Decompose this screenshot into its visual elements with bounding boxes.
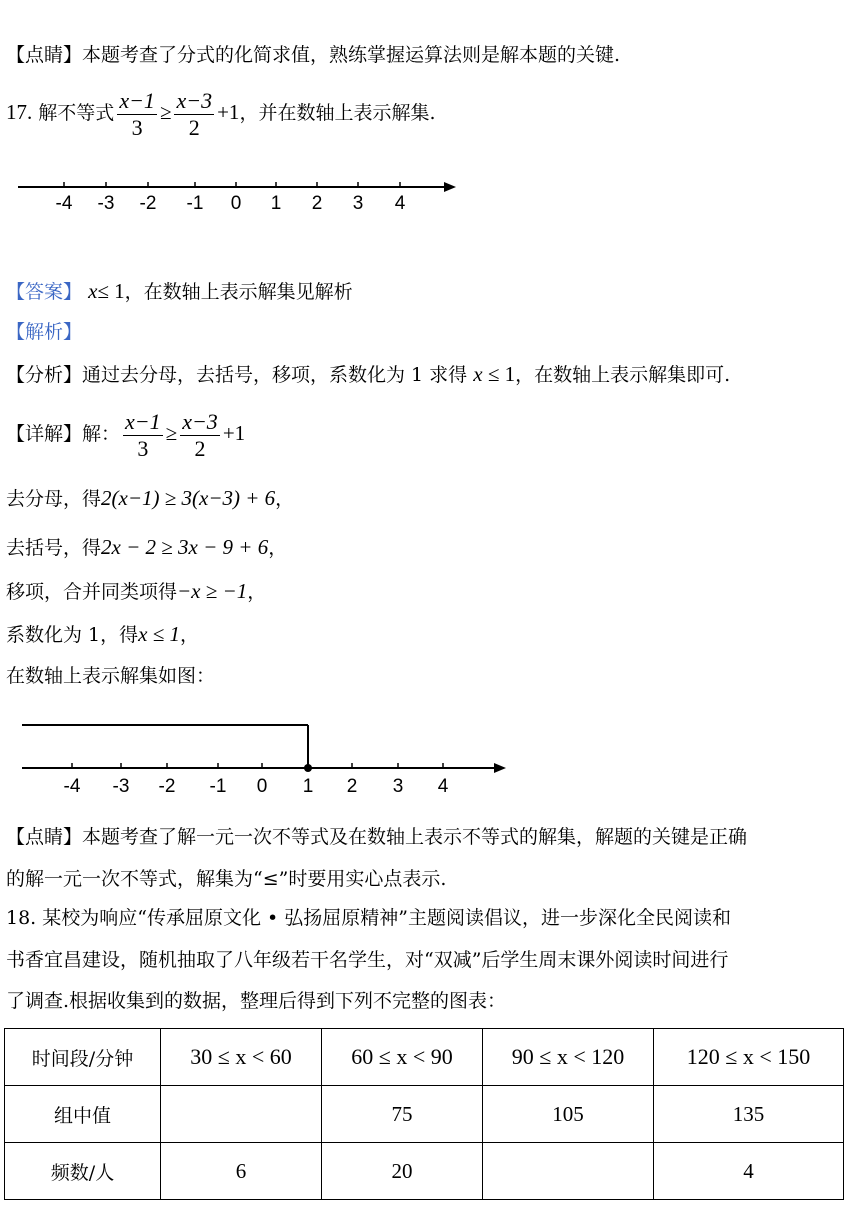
table-header-cell: 120 ≤ x < 150 xyxy=(654,1029,844,1086)
fenxi-line xyxy=(6,361,730,388)
remark-2-line-2: 的解一元一次不等式，解集为“≤”时要用实心点表示. xyxy=(6,868,447,890)
relation: ≥ xyxy=(159,100,172,124)
plus-one: +1 xyxy=(222,421,246,445)
tick-label: 0 xyxy=(230,193,242,214)
tick-label: 2 xyxy=(346,776,358,797)
table-cell: 6 xyxy=(161,1143,322,1200)
step-3: 移项，合并同类项得−x ≥ −1， xyxy=(6,579,267,603)
axis-arrow xyxy=(444,182,456,192)
table-cell: 20 xyxy=(322,1143,483,1200)
question-17 xyxy=(6,82,435,143)
table-header-cell: 时间段/分钟 xyxy=(5,1029,161,1086)
fraction-b: $\frac{x-3}{2}$ xyxy=(182,408,218,461)
tick-label: 1 xyxy=(270,193,282,214)
table-cell: 75 xyxy=(322,1086,483,1143)
fenxi-tag: 【分析】 xyxy=(6,364,83,386)
tick-label: 2 xyxy=(311,193,323,214)
number-line-1 xyxy=(0,165,470,225)
frequency-table xyxy=(4,1028,844,1200)
step-1: 去分母，得2(x−1) ≥ 3(x−3) + 6， xyxy=(6,486,295,510)
answer-var: x xyxy=(88,279,98,303)
fraction-b: $\frac{x-3}{2}$ xyxy=(176,87,213,140)
fraction-a: $\frac{x-1}{3}$ xyxy=(119,87,155,140)
table-cell: 频数/人 xyxy=(5,1143,161,1200)
tick-label: 4 xyxy=(394,193,406,214)
tick-label: -1 xyxy=(186,193,204,214)
fenxi-var: x xyxy=(473,362,483,386)
tick-label: -4 xyxy=(63,776,81,797)
fraction-a: $\frac{x-1}{3}$ xyxy=(125,408,161,461)
tick-label: 3 xyxy=(352,193,364,214)
table-row xyxy=(5,1086,844,1143)
step-5: 在数轴上表示解集如图： xyxy=(6,665,216,687)
table-row xyxy=(5,1143,844,1200)
question-suffix: ，并在数轴上表示解集. xyxy=(239,102,436,124)
table-cell: 105 xyxy=(483,1086,654,1143)
answer-rel: ≤ 1 xyxy=(97,279,125,303)
table-header-cell: 90 ≤ x < 120 xyxy=(483,1029,654,1086)
fenxi-text-b: ，在数轴上表示解集即可. xyxy=(515,364,731,386)
table-header-cell: 60 ≤ x < 90 xyxy=(322,1029,483,1086)
tick-label: -1 xyxy=(209,776,227,797)
question-prefix: 解不等式 xyxy=(38,102,115,124)
tick-label: 1 xyxy=(302,776,314,797)
answer-text: ，在数轴上表示解集见解析 xyxy=(124,281,353,303)
question-18-line-2: 书香宜昌建设，随机抽取了八年级若干名学生，对“双减”后学生周末课外阅读时间进行 xyxy=(6,949,729,971)
remark-tag: 【点睛】 xyxy=(6,44,83,66)
fenxi-text-a: 通过去分母，去括号，移项，系数化为 1 求得 xyxy=(82,364,468,386)
remark-tag: 【点睛】 xyxy=(6,826,83,848)
xiangjie-line xyxy=(6,405,245,462)
tick-label: -3 xyxy=(97,193,115,214)
table-header-cell: 30 ≤ x < 60 xyxy=(161,1029,322,1086)
axis-arrow xyxy=(494,763,506,773)
number-line-2 xyxy=(0,712,520,807)
table-cell xyxy=(483,1143,654,1200)
analysis-tag: 【解析】 xyxy=(6,321,83,343)
remark-text: 本题考查了分式的化简求值，熟练掌握运算法则是解本题的关键. xyxy=(82,44,621,66)
tick-label: 0 xyxy=(256,776,268,797)
tick-label: 4 xyxy=(437,776,449,797)
xiangjie-lead: 解： xyxy=(82,423,121,445)
remark-2-line-1: 【点睛】本题考查了解一元一次不等式及在数轴上表示不等式的解集，解题的关键是正确 xyxy=(6,826,748,848)
answer-line xyxy=(6,278,353,305)
question-number: 17. xyxy=(6,100,33,124)
step-4: 系数化为 1，得x ≤ 1， xyxy=(6,622,200,646)
tick-label: -2 xyxy=(158,776,176,797)
tick-label: 3 xyxy=(392,776,404,797)
plus-one: +1 xyxy=(217,100,240,124)
step-2: 去括号，得2x − 2 ≥ 3x − 9 + 6， xyxy=(6,535,288,559)
tick-label: -3 xyxy=(112,776,130,797)
relation: ≥ xyxy=(165,421,178,445)
fenxi-rel: ≤ 1 xyxy=(482,362,516,386)
table-cell: 135 xyxy=(654,1086,844,1143)
table-cell xyxy=(161,1086,322,1143)
question-18-line-1: 18. 某校为响应“传承屈原文化 • 弘扬屈原精神”主题阅读倡议，进一步深化全民阅读和 xyxy=(6,907,731,929)
answer-tag: 【答案】 xyxy=(6,281,83,303)
tick-label: -4 xyxy=(55,193,73,214)
table-header-row xyxy=(5,1029,844,1086)
tick-label: -2 xyxy=(139,193,157,214)
table-cell: 组中值 xyxy=(5,1086,161,1143)
xiangjie-tag: 【详解】 xyxy=(6,423,83,445)
table-cell: 4 xyxy=(654,1143,844,1200)
question-18-line-3: 了调查.根据收集到的数据，整理后得到下列不完整的图表： xyxy=(6,990,507,1012)
remark-1 xyxy=(6,42,620,68)
